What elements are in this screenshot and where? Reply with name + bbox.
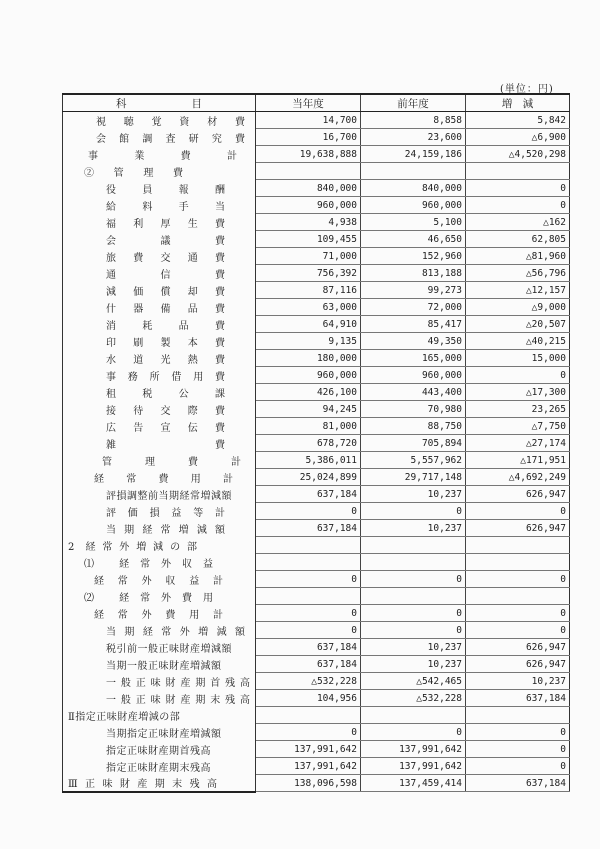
previous-value: 99,273 bbox=[361, 282, 466, 299]
change-value bbox=[466, 588, 570, 605]
table-row bbox=[63, 673, 570, 690]
row-label: 什器備品費 bbox=[106, 303, 226, 315]
table-row bbox=[63, 265, 570, 282]
previous-value: 85,417 bbox=[361, 316, 466, 333]
previous-value: 443,400 bbox=[361, 384, 466, 401]
table-row bbox=[63, 486, 570, 503]
row-label: 減価償却費 bbox=[106, 286, 226, 298]
row-label: 消耗品費 bbox=[106, 320, 226, 332]
table-row bbox=[63, 605, 570, 622]
change-value: △171,951 bbox=[466, 452, 570, 469]
table-row bbox=[63, 724, 570, 741]
row-label-cell bbox=[63, 554, 256, 571]
change-value: △6,900 bbox=[466, 129, 570, 146]
current-value: 4,938 bbox=[256, 214, 361, 231]
change-value: 23,265 bbox=[466, 401, 570, 418]
table-row bbox=[63, 452, 570, 469]
previous-value bbox=[361, 588, 466, 605]
row-label-cell bbox=[63, 129, 256, 146]
row-label: Ⅱ指定正味財産増減の部 bbox=[68, 711, 181, 723]
row-label: 経常費用計 bbox=[94, 473, 234, 485]
table-row bbox=[63, 146, 570, 163]
previous-value: 137,991,642 bbox=[361, 758, 466, 775]
table-row bbox=[63, 622, 570, 639]
previous-value: △532,228 bbox=[361, 690, 466, 707]
previous-value: 5,100 bbox=[361, 214, 466, 231]
change-value: 0 bbox=[466, 367, 570, 384]
row-label-cell bbox=[63, 537, 256, 554]
table-row bbox=[63, 690, 570, 707]
current-value: 25,024,899 bbox=[256, 469, 361, 486]
change-value: 626,947 bbox=[466, 520, 570, 537]
row-label: ⑴ 経常外収益 bbox=[84, 558, 214, 570]
table-row bbox=[63, 469, 570, 486]
row-label: 経常外収益計 bbox=[94, 575, 224, 587]
row-label-cell bbox=[63, 571, 256, 588]
change-value: △4,520,298 bbox=[466, 146, 570, 163]
previous-value: 8,858 bbox=[361, 112, 466, 129]
current-value: 180,000 bbox=[256, 350, 361, 367]
row-label-cell bbox=[63, 282, 256, 299]
row-label: 租税公課 bbox=[106, 388, 226, 400]
row-label-cell bbox=[63, 146, 256, 163]
current-value: 94,245 bbox=[256, 401, 361, 418]
change-value bbox=[466, 707, 570, 724]
change-value: 637,184 bbox=[466, 690, 570, 707]
row-label: 会館調査研究費 bbox=[96, 133, 246, 145]
row-label: 印刷製本費 bbox=[106, 337, 226, 349]
current-value: 71,000 bbox=[256, 248, 361, 265]
row-label: 事業費計 bbox=[88, 150, 238, 162]
table-row bbox=[63, 656, 570, 673]
change-value: △162 bbox=[466, 214, 570, 231]
row-label: 経常外費用計 bbox=[94, 609, 224, 621]
row-label: 当期指定正味財産増減額 bbox=[106, 728, 222, 740]
row-label-cell bbox=[63, 350, 256, 367]
row-label: 広告宣伝費 bbox=[106, 422, 226, 434]
previous-value: 10,237 bbox=[361, 656, 466, 673]
row-label-cell bbox=[63, 758, 256, 775]
change-value: 0 bbox=[466, 758, 570, 775]
current-value: 0 bbox=[256, 571, 361, 588]
header-previous: 前年度 bbox=[361, 94, 466, 112]
row-label-cell bbox=[63, 299, 256, 316]
row-label-cell bbox=[63, 690, 256, 707]
row-label-cell bbox=[63, 469, 256, 486]
change-value: 626,947 bbox=[466, 656, 570, 673]
row-label: 当期経常外増減額 bbox=[106, 626, 246, 638]
change-value: 0 bbox=[466, 571, 570, 588]
previous-value: 5,557,962 bbox=[361, 452, 466, 469]
table-row bbox=[63, 214, 570, 231]
row-label: 役員報酬 bbox=[106, 184, 226, 196]
row-label: 視聴覚資材費 bbox=[96, 116, 246, 128]
previous-value: 10,237 bbox=[361, 639, 466, 656]
table-row bbox=[63, 520, 570, 537]
change-value: 62,805 bbox=[466, 231, 570, 248]
header-current: 当年度 bbox=[256, 94, 361, 112]
change-value: 0 bbox=[466, 197, 570, 214]
change-value: △56,796 bbox=[466, 265, 570, 282]
table-row bbox=[63, 333, 570, 350]
row-label-cell bbox=[63, 214, 256, 231]
previous-value: 137,991,642 bbox=[361, 741, 466, 758]
change-value bbox=[466, 554, 570, 571]
table-row bbox=[63, 571, 570, 588]
row-label: ⑵ 経常外費用 bbox=[84, 592, 214, 604]
current-value: 960,000 bbox=[256, 367, 361, 384]
table-row bbox=[63, 316, 570, 333]
previous-value: 813,188 bbox=[361, 265, 466, 282]
current-value: 0 bbox=[256, 724, 361, 741]
row-label: 通信費 bbox=[106, 269, 226, 281]
current-value: 138,096,598 bbox=[256, 775, 361, 792]
table-row bbox=[63, 299, 570, 316]
previous-value: 72,000 bbox=[361, 299, 466, 316]
change-value bbox=[466, 163, 570, 180]
table-row bbox=[63, 248, 570, 265]
current-value: 87,116 bbox=[256, 282, 361, 299]
previous-value: 88,750 bbox=[361, 418, 466, 435]
current-value: 637,184 bbox=[256, 486, 361, 503]
table-row bbox=[63, 401, 570, 418]
row-label-cell bbox=[63, 588, 256, 605]
current-value: 0 bbox=[256, 622, 361, 639]
row-label-cell bbox=[63, 503, 256, 520]
current-value bbox=[256, 554, 361, 571]
row-label: 一般正味財産期首残高 bbox=[106, 677, 251, 689]
row-label-cell bbox=[63, 486, 256, 503]
table-row bbox=[63, 435, 570, 452]
row-label: 給料手当 bbox=[106, 201, 226, 213]
table-row bbox=[63, 775, 570, 792]
previous-value: 49,350 bbox=[361, 333, 466, 350]
row-label: 会議費 bbox=[106, 235, 226, 247]
row-label-cell bbox=[63, 724, 256, 741]
row-label: 評価損益等計 bbox=[106, 507, 226, 519]
current-value: 63,000 bbox=[256, 299, 361, 316]
current-value: 426,100 bbox=[256, 384, 361, 401]
current-value: 137,991,642 bbox=[256, 741, 361, 758]
change-value: 5,842 bbox=[466, 112, 570, 129]
change-value: △27,174 bbox=[466, 435, 570, 452]
row-label-cell bbox=[63, 775, 256, 792]
previous-value: 165,000 bbox=[361, 350, 466, 367]
current-value: 14,700 bbox=[256, 112, 361, 129]
previous-value: 0 bbox=[361, 724, 466, 741]
row-label: 福利厚生費 bbox=[106, 218, 226, 230]
change-value: △40,215 bbox=[466, 333, 570, 350]
row-label: Ⅲ正味財産期末残高 bbox=[68, 779, 218, 790]
table-row bbox=[63, 180, 570, 197]
table-row bbox=[63, 282, 570, 299]
change-value: 637,184 bbox=[466, 775, 570, 792]
row-label: 接待交際費 bbox=[106, 405, 226, 417]
current-value: 81,000 bbox=[256, 418, 361, 435]
previous-value: 24,159,186 bbox=[361, 146, 466, 163]
current-value: 637,184 bbox=[256, 520, 361, 537]
row-label-cell bbox=[63, 163, 256, 180]
change-value: △12,157 bbox=[466, 282, 570, 299]
previous-value: 10,237 bbox=[361, 520, 466, 537]
row-label-cell bbox=[63, 384, 256, 401]
previous-value bbox=[361, 163, 466, 180]
row-label: 2 経常外増減の部 bbox=[68, 541, 198, 553]
table-row bbox=[63, 707, 570, 724]
row-label-cell bbox=[63, 197, 256, 214]
table-row bbox=[63, 129, 570, 146]
current-value: 960,000 bbox=[256, 197, 361, 214]
table-row bbox=[63, 537, 570, 554]
change-value: 15,000 bbox=[466, 350, 570, 367]
current-value: 0 bbox=[256, 605, 361, 622]
row-label: 一般正味財産期末残高 bbox=[106, 694, 251, 706]
row-label-cell bbox=[63, 418, 256, 435]
row-label: ②管理費 bbox=[84, 167, 184, 179]
table-row bbox=[63, 367, 570, 384]
table-row bbox=[63, 554, 570, 571]
current-value: 104,956 bbox=[256, 690, 361, 707]
row-label-cell bbox=[63, 605, 256, 622]
table-row bbox=[63, 197, 570, 214]
change-value: 0 bbox=[466, 622, 570, 639]
change-value: 0 bbox=[466, 180, 570, 197]
row-label: 雑費 bbox=[106, 439, 226, 451]
row-label-cell bbox=[63, 112, 256, 129]
row-label: 税引前一般正味財産増減額 bbox=[106, 643, 232, 655]
current-value: 637,184 bbox=[256, 639, 361, 656]
row-label-cell bbox=[63, 401, 256, 418]
table-row bbox=[63, 163, 570, 180]
previous-value bbox=[361, 537, 466, 554]
row-label: 評損調整前当期経常増減額 bbox=[106, 490, 232, 502]
row-label: 事務所借用費 bbox=[106, 371, 226, 383]
row-label-cell bbox=[63, 520, 256, 537]
table-header-row bbox=[63, 94, 570, 112]
previous-value: 29,717,148 bbox=[361, 469, 466, 486]
previous-value: 840,000 bbox=[361, 180, 466, 197]
row-label-cell bbox=[63, 265, 256, 282]
change-value: 0 bbox=[466, 503, 570, 520]
previous-value bbox=[361, 707, 466, 724]
row-label-cell bbox=[63, 333, 256, 350]
table-row bbox=[63, 350, 570, 367]
row-label: 当期経常増減額 bbox=[106, 524, 226, 536]
row-label-cell bbox=[63, 707, 256, 724]
table-row bbox=[63, 588, 570, 605]
current-value: 137,991,642 bbox=[256, 758, 361, 775]
current-value: 109,455 bbox=[256, 231, 361, 248]
header-change: 増 減 bbox=[466, 94, 570, 112]
row-label: 当期一般正味財産増減額 bbox=[106, 660, 222, 672]
change-value: 10,237 bbox=[466, 673, 570, 690]
row-label-cell bbox=[63, 656, 256, 673]
previous-value: 0 bbox=[361, 605, 466, 622]
table-row bbox=[63, 231, 570, 248]
table-row bbox=[63, 639, 570, 656]
previous-value: 0 bbox=[361, 622, 466, 639]
previous-value: 10,237 bbox=[361, 486, 466, 503]
unit-note: (単位：円) bbox=[500, 84, 554, 95]
change-value: △7,750 bbox=[466, 418, 570, 435]
current-value: 16,700 bbox=[256, 129, 361, 146]
change-value: △4,692,249 bbox=[466, 469, 570, 486]
table-row bbox=[63, 758, 570, 775]
change-value: 626,947 bbox=[466, 486, 570, 503]
header-subject-2: 目 bbox=[191, 97, 202, 110]
row-label-cell bbox=[63, 367, 256, 384]
previous-value: 0 bbox=[361, 503, 466, 520]
previous-value: 960,000 bbox=[361, 197, 466, 214]
row-label-cell bbox=[63, 741, 256, 758]
row-label: 管理費計 bbox=[102, 456, 242, 468]
row-label: 水道光熱費 bbox=[106, 354, 226, 366]
current-value bbox=[256, 537, 361, 554]
current-value: 19,638,888 bbox=[256, 146, 361, 163]
current-value: 840,000 bbox=[256, 180, 361, 197]
change-value: 0 bbox=[466, 741, 570, 758]
row-label-cell bbox=[63, 248, 256, 265]
current-value: 5,386,011 bbox=[256, 452, 361, 469]
current-value: 0 bbox=[256, 503, 361, 520]
row-label: 旅費交通費 bbox=[106, 252, 226, 264]
current-value bbox=[256, 163, 361, 180]
table-row bbox=[63, 503, 570, 520]
row-label-cell bbox=[63, 435, 256, 452]
header-subject bbox=[63, 94, 256, 112]
current-value: 64,910 bbox=[256, 316, 361, 333]
row-label: 指定正味財産期末残高 bbox=[106, 762, 211, 774]
change-value: △20,507 bbox=[466, 316, 570, 333]
row-label: 指定正味財産期首残高 bbox=[106, 745, 211, 757]
table-row bbox=[63, 418, 570, 435]
table-row bbox=[63, 112, 570, 129]
change-value: 626,947 bbox=[466, 639, 570, 656]
header-subject-1: 科 bbox=[116, 97, 127, 110]
previous-value: 23,600 bbox=[361, 129, 466, 146]
previous-value: 152,960 bbox=[361, 248, 466, 265]
previous-value: 137,459,414 bbox=[361, 775, 466, 792]
previous-value: 46,650 bbox=[361, 231, 466, 248]
financial-statement-table bbox=[62, 93, 570, 793]
current-value: 756,392 bbox=[256, 265, 361, 282]
change-value: 0 bbox=[466, 724, 570, 741]
previous-value: 960,000 bbox=[361, 367, 466, 384]
change-value: 0 bbox=[466, 605, 570, 622]
change-value: △81,960 bbox=[466, 248, 570, 265]
row-label-cell bbox=[63, 180, 256, 197]
previous-value bbox=[361, 554, 466, 571]
previous-value: 0 bbox=[361, 571, 466, 588]
change-value bbox=[466, 537, 570, 554]
row-label-cell bbox=[63, 231, 256, 248]
table-row bbox=[63, 741, 570, 758]
row-label-cell bbox=[63, 673, 256, 690]
current-value: 9,135 bbox=[256, 333, 361, 350]
current-value: 678,720 bbox=[256, 435, 361, 452]
current-value bbox=[256, 707, 361, 724]
previous-value: 705,894 bbox=[361, 435, 466, 452]
change-value: △9,000 bbox=[466, 299, 570, 316]
current-value: △532,228 bbox=[256, 673, 361, 690]
current-value: 637,184 bbox=[256, 656, 361, 673]
table-row bbox=[63, 384, 570, 401]
previous-value: 70,980 bbox=[361, 401, 466, 418]
row-label-cell bbox=[63, 639, 256, 656]
row-label-cell bbox=[63, 316, 256, 333]
row-label-cell bbox=[63, 452, 256, 469]
previous-value: △542,465 bbox=[361, 673, 466, 690]
change-value: △17,300 bbox=[466, 384, 570, 401]
current-value bbox=[256, 588, 361, 605]
row-label-cell bbox=[63, 622, 256, 639]
